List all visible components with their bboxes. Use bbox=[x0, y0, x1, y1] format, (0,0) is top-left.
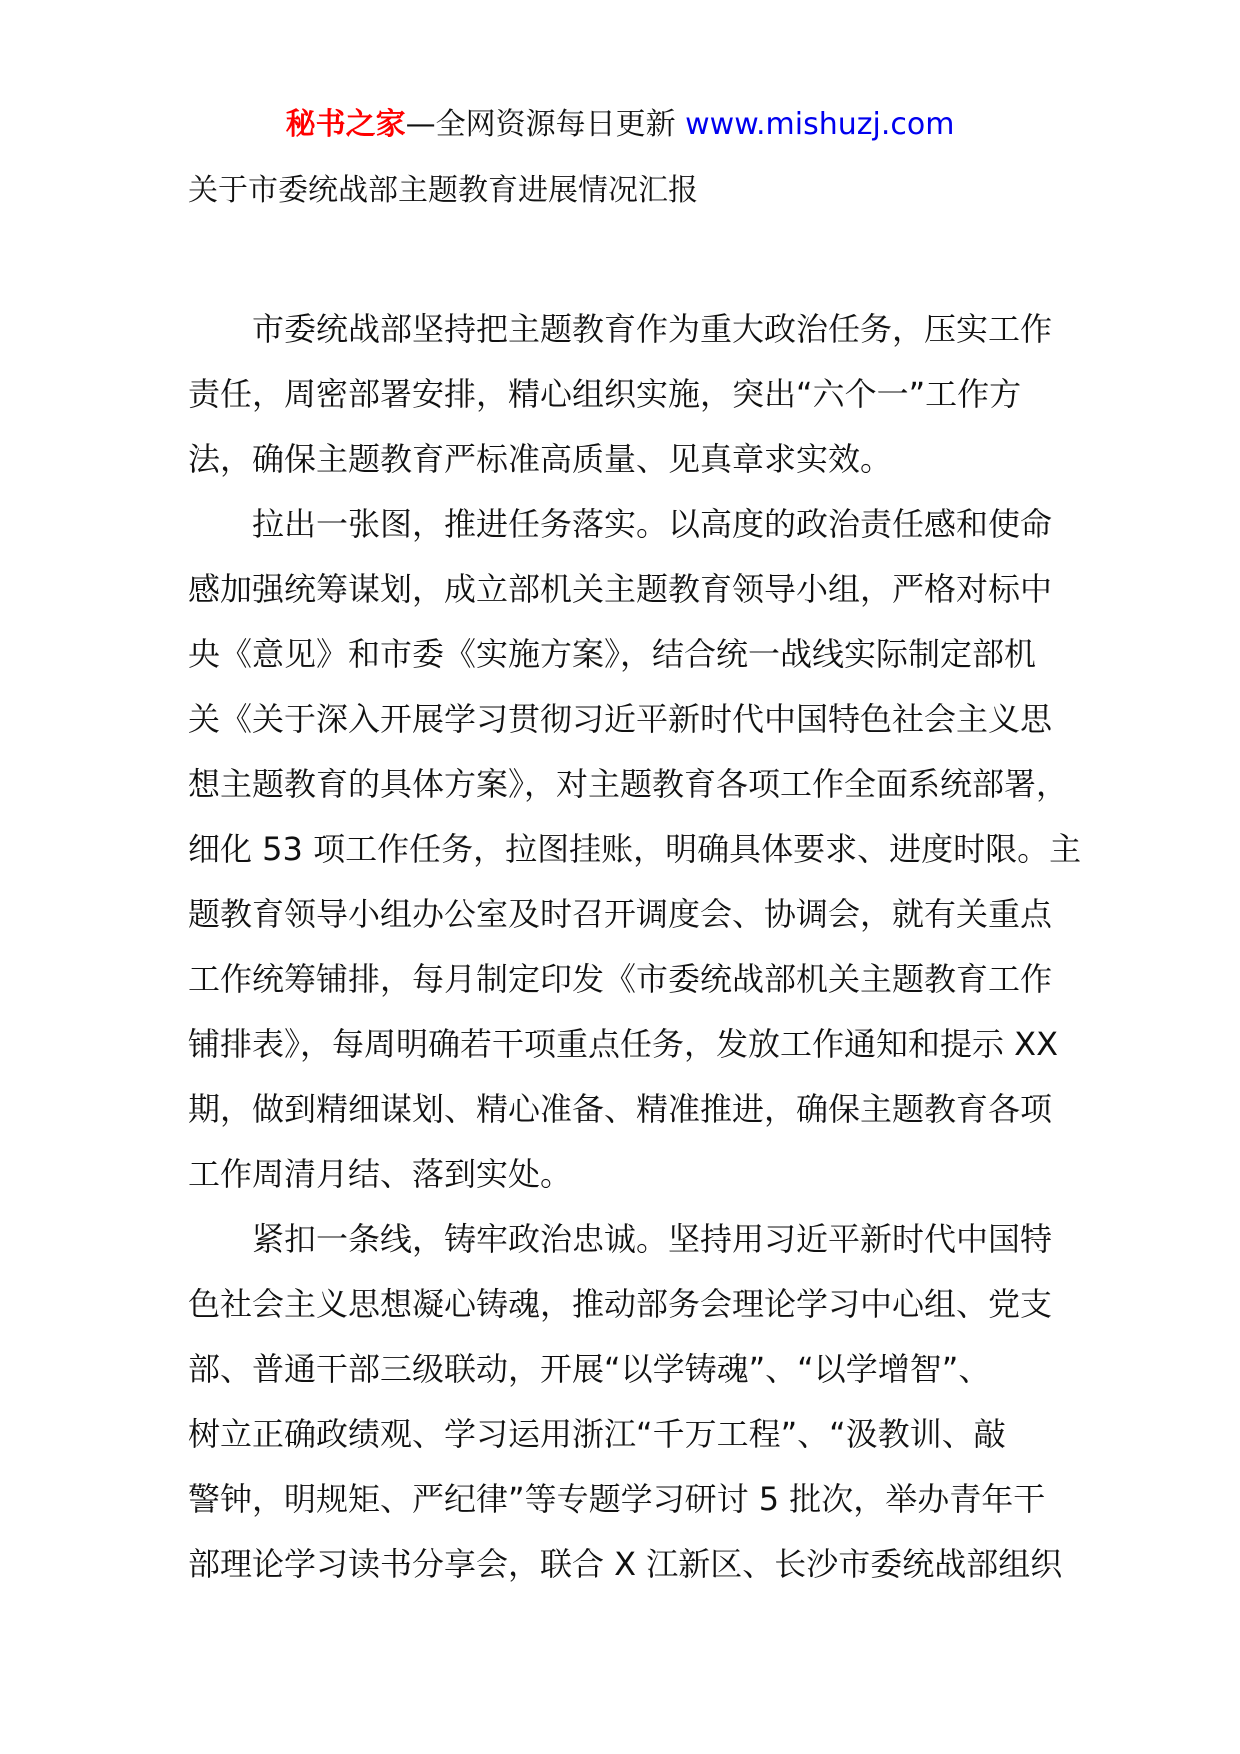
paragraph-line: 法，确保主题教育严标准高质量、见真章求实效。 bbox=[188, 440, 893, 478]
paragraph-line: 部、普通干部三级联动，开展“以学铸魂”、“以学增智”、 bbox=[188, 1350, 991, 1388]
paragraph-line: 拉出一张图，推进任务落实。以高度的政治责任感和使命 bbox=[252, 505, 1053, 543]
paragraph-intro bbox=[188, 297, 1060, 492]
site-url[interactable]: www.mishuzj.com bbox=[685, 107, 955, 142]
paragraph-line: 铺排表》，每周明确若干项重点任务，发放工作通知和提示 XX bbox=[188, 1025, 1059, 1063]
paragraph-line: 紧扣一条线，铸牢政治忠诚。坚持用习近平新时代中国特 bbox=[252, 1220, 1053, 1258]
document-title: 关于市委统战部主题教育进展情况汇报 bbox=[188, 173, 698, 208]
header-slogan: —全网资源每日更新 bbox=[405, 107, 676, 142]
paragraph-line: 工作周清月结、落到实处。 bbox=[188, 1155, 573, 1193]
brand-name: 秘书之家 bbox=[285, 107, 406, 142]
paragraph-line: 警钟，明规矩、严纪律”等专题学习研讨 5 批次，举办青年干 bbox=[188, 1480, 1046, 1518]
paragraph-line: 部理论学习读书分享会，联合 X 江新区、长沙市委统战部组织 bbox=[188, 1545, 1063, 1583]
paragraph-line: 树立正确政绩观、学习运用浙江“千万工程”、“汲教训、敲 bbox=[188, 1415, 1006, 1453]
paragraph-line: 题教育领导小组办公室及时召开调度会、协调会，就有关重点 bbox=[188, 895, 1053, 933]
paragraph-line: 工作统筹铺排，每月制定印发《市委统战部机关主题教育工作 bbox=[188, 960, 1053, 998]
paragraph-line: 色社会主义思想凝心铸魂，推动部务会理论学习中心组、党支 bbox=[188, 1285, 1053, 1323]
paragraph-line: 期，做到精细谋划、精心准备、精准推进，确保主题教育各项 bbox=[188, 1090, 1053, 1128]
paragraph-line: 市委统战部坚持把主题教育作为重大政治任务，压实工作 bbox=[252, 310, 1053, 348]
paragraph-line: 感加强统筹谋划，成立部机关主题教育领导小组，严格对标中 bbox=[188, 570, 1053, 608]
paragraph-task-map bbox=[188, 492, 1082, 1207]
site-header bbox=[0, 103, 1240, 147]
document-body bbox=[188, 297, 1082, 1597]
paragraph-line: 关《关于深入开展学习贯彻习近平新时代中国特色社会主义思 bbox=[188, 700, 1053, 738]
paragraph-line: 责任，周密部署安排，精心组织实施，突出“六个一”工作方 bbox=[188, 375, 1022, 413]
paragraph-line: 想主题教育的具体方案》，对主题教育各项工作全面系统部署， bbox=[188, 765, 1069, 803]
paragraph-line: 央《意见》和市委《实施方案》，结合统一战线实际制定部机 bbox=[188, 635, 1037, 673]
paragraph-line: 细化 53 项工作任务，拉图挂账，明确具体要求、进度时限。主 bbox=[188, 830, 1082, 868]
paragraph-political-loyalty bbox=[188, 1207, 1063, 1597]
